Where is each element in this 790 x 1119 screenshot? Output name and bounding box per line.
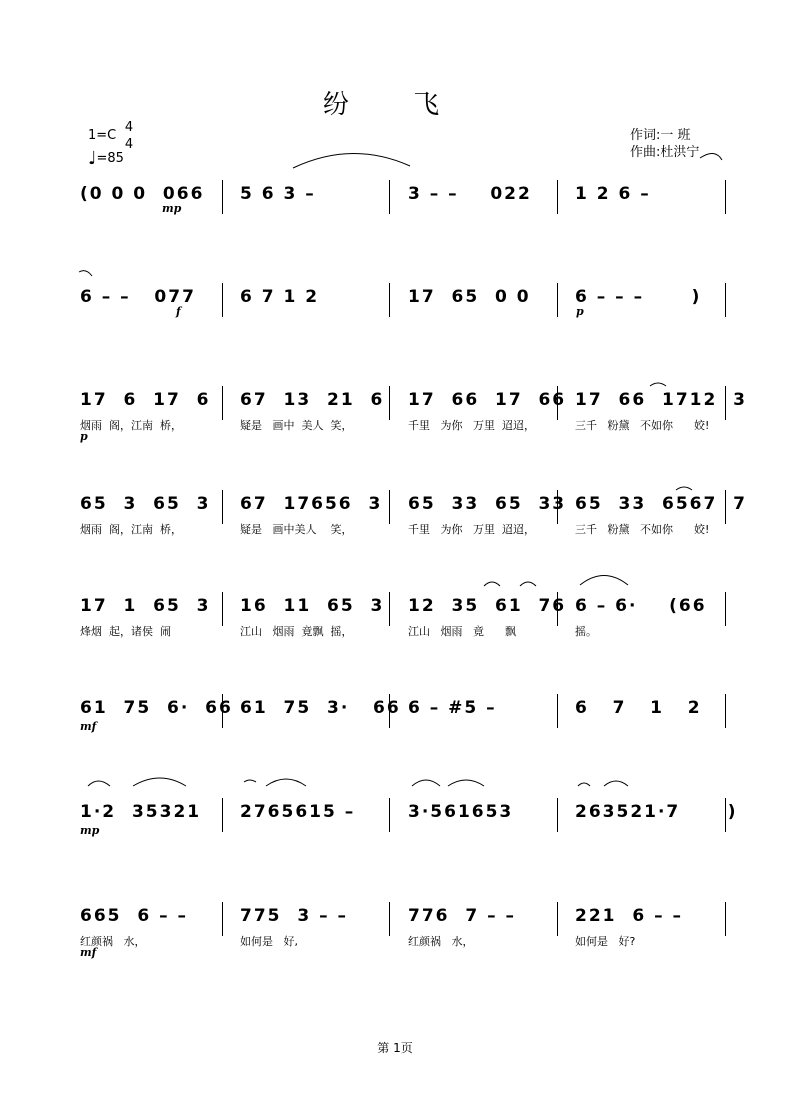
dynamic-marking: mf <box>80 720 97 733</box>
barline <box>725 694 726 728</box>
measure-notes: 67 13 21 6 <box>240 390 385 410</box>
measure-notes: (0 0 0 066 <box>80 184 205 204</box>
measure-notes: 65 33 65 33 <box>408 494 567 514</box>
measure-notes: 6 7 1 2 <box>575 698 702 718</box>
song-title: 纷 飞 <box>322 90 468 120</box>
measure-notes: 65 3 65 3 <box>80 494 211 514</box>
lyricist: 作词:一 班 <box>630 128 691 143</box>
measure-lyric: 疑是 画中 美人 笑， <box>240 419 353 432</box>
dynamic-marking: f <box>176 305 181 318</box>
barline <box>557 180 558 214</box>
key-signature: 1=C <box>88 128 117 143</box>
measure-notes: 17 65 0 0 <box>408 287 531 307</box>
dynamic-marking: mf <box>80 946 97 959</box>
measure-notes: 6 – – 077 <box>80 287 196 307</box>
time-signature-bottom: 4 <box>124 137 134 152</box>
measure-notes: 6 – #5 – <box>408 698 497 718</box>
measure-lyric: 红颜祸 水， <box>80 935 146 948</box>
barline <box>725 283 726 317</box>
barline <box>557 694 558 728</box>
measure-notes: 5 6 3 – <box>240 184 316 204</box>
barline <box>389 592 390 626</box>
measure-lyric: 江山 烟雨 竟 飘 <box>408 625 516 638</box>
measure-notes: 775 3 – – <box>240 906 348 926</box>
measure-lyric: 红颜祸 水， <box>408 935 474 948</box>
measure-notes: 1·2 35321 <box>80 802 202 822</box>
barline <box>557 902 558 936</box>
barline <box>222 283 223 317</box>
credits <box>630 127 699 161</box>
measure-notes: 16 11 65 3 <box>240 596 385 616</box>
measure-notes: 221 6 – – <box>575 906 683 926</box>
barline <box>222 180 223 214</box>
measure-notes: 17 6 17 6 <box>80 390 211 410</box>
measure-notes: 6 – 6· (66 <box>575 596 707 616</box>
measure-lyric: 千里 为你 万里 迢迢， <box>408 523 535 536</box>
barline <box>222 490 223 524</box>
barline <box>222 386 223 420</box>
measure-notes: 61 75 6· 66 <box>80 698 233 718</box>
time-signature <box>122 120 136 153</box>
measure-lyric: 江山 烟雨 竟飘 摇， <box>240 625 353 638</box>
measure-notes: 3·561653 <box>408 802 514 822</box>
composer: 作曲:杜洪宁 <box>630 145 700 160</box>
dynamic-marking: mp <box>162 202 182 215</box>
measure-lyric: 三千 粉黛 不如你 姣! <box>575 523 710 536</box>
barline <box>222 902 223 936</box>
measure-notes: 12 35 61 76 <box>408 596 567 616</box>
measure-lyric: 摇。 <box>575 625 597 638</box>
measure-notes: 1 2 6 – <box>575 184 651 204</box>
measure-notes: 6 7 1 2 <box>240 287 320 307</box>
measure-notes: 6 – – – ) <box>575 287 702 307</box>
barline <box>389 180 390 214</box>
measure-lyric: 如何是 好? <box>575 935 636 948</box>
tempo-marking <box>88 148 124 169</box>
measure-notes: 3 – – 022 <box>408 184 532 204</box>
barline <box>557 283 558 317</box>
barline <box>557 798 558 832</box>
measure-notes: 17 66 17 66 <box>408 390 567 410</box>
measure-notes: 665 6 – – <box>80 906 188 926</box>
barline <box>222 592 223 626</box>
measure-notes: 17 1 65 3 <box>80 596 211 616</box>
measure-lyric: 如何是 好, <box>240 935 298 948</box>
measure-notes: 263521·7 ) <box>575 802 738 822</box>
barline <box>389 902 390 936</box>
measure-lyric: 烽烟 起，诸侯 闹 <box>80 625 171 638</box>
measure-lyric: 烟雨 阁，江南 桥， <box>80 419 182 432</box>
page-footer: 第 1页 <box>377 1041 413 1055</box>
dynamic-marking: p <box>80 430 88 443</box>
measure-lyric: 疑是 画中美人 笑， <box>240 523 353 536</box>
barline <box>725 592 726 626</box>
barline <box>389 283 390 317</box>
barline <box>389 490 390 524</box>
measure-notes: 776 7 – – <box>408 906 516 926</box>
measure-notes: 67 17656 3 <box>240 494 383 514</box>
barline <box>222 798 223 832</box>
dynamic-marking: p <box>576 305 584 318</box>
quarter-note-icon: ♩ <box>88 148 97 169</box>
measure-lyric: 千里 为你 万里 迢迢， <box>408 419 535 432</box>
measure-lyric: 三千 粉黛 不如你 姣! <box>575 419 710 432</box>
barline <box>389 798 390 832</box>
barline <box>725 902 726 936</box>
dynamic-marking: mp <box>80 824 100 837</box>
measure-notes: 2765615 – <box>240 802 356 822</box>
barline <box>389 386 390 420</box>
measure-lyric: 烟雨 阁，江南 桥， <box>80 523 182 536</box>
measure-notes: 17 66 1712 3 <box>575 390 747 410</box>
measure-notes: 65 33 6567 7 <box>575 494 747 514</box>
barline <box>725 180 726 214</box>
time-signature-top: 4 <box>124 120 134 135</box>
tempo-value: =85 <box>96 151 124 166</box>
measure-notes: 61 75 3· 66 <box>240 698 401 718</box>
